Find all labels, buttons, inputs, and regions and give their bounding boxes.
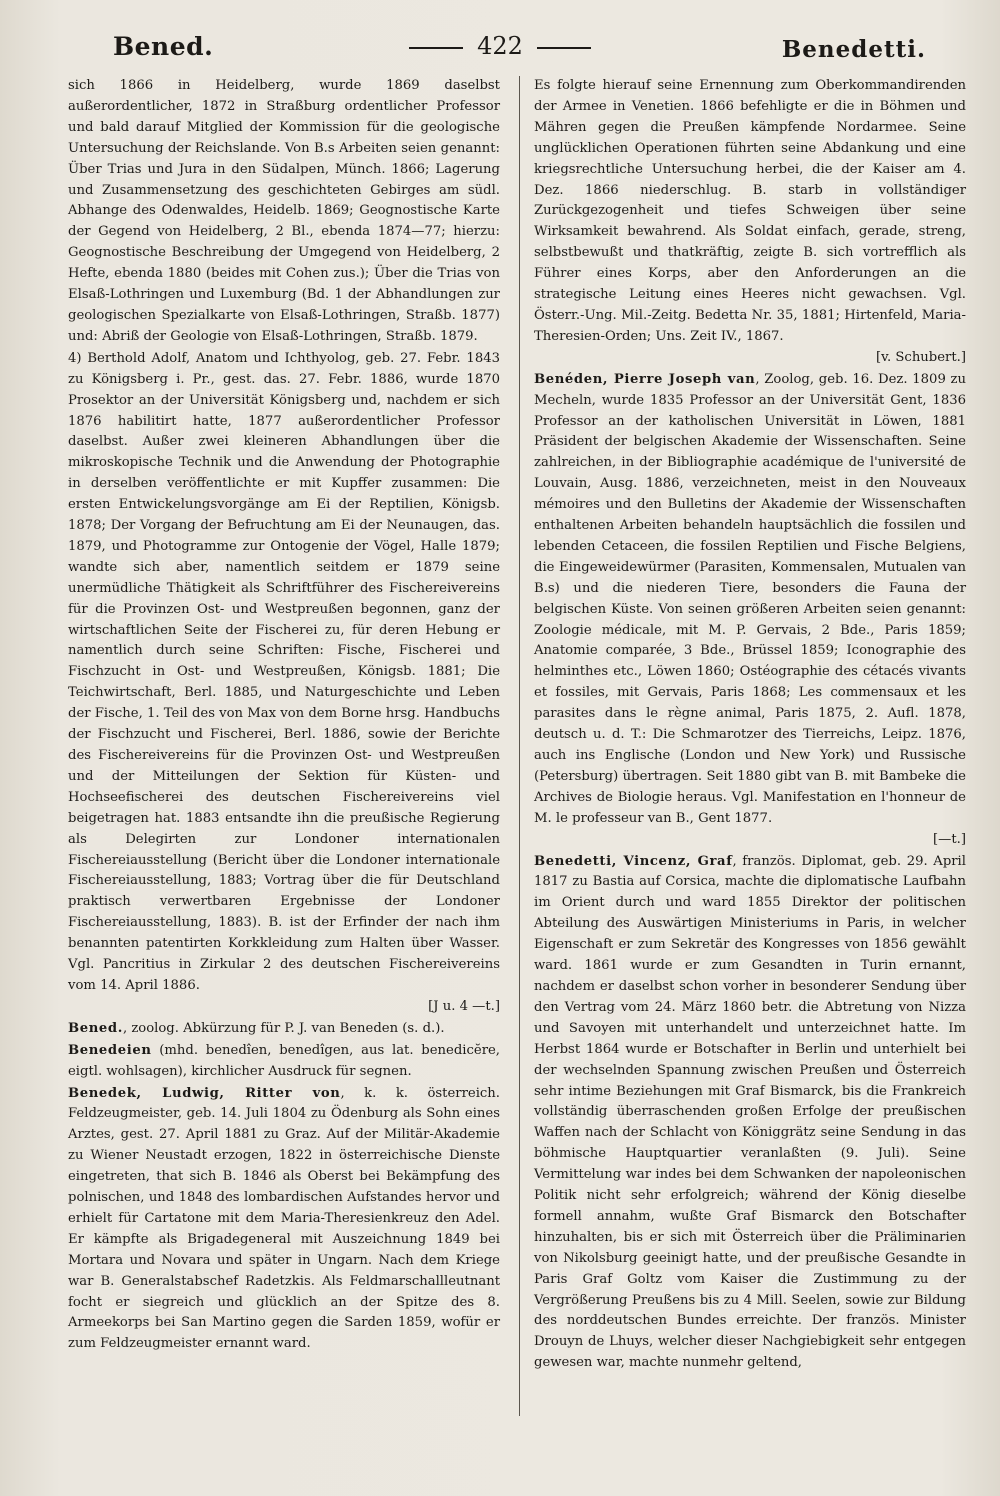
left-column (68, 76, 500, 1355)
header-left-keyword: Bened. (113, 32, 214, 61)
header-dash-left (409, 47, 463, 49)
entry-benedetti (534, 852, 966, 1375)
entry-text: , französ. Diplomat, geb. 29. April 1817 zu Bastia auf Corsica, machte die diplomatische Laufbahn im Orient durch und ward 1855 Direktor der politischen Abteilung des Auswärtigen Ministeriums in Paris, in welcher Eigenschaft er zum Sekretär des Kongresses von 1856 gewählt ward. 1861 wurde er zum Gesandten in Turin ernannt, nachdem er daselbst schon vorher in besonderer Sendung über den Vertrag vom 24. März 1860 betr. die Abtretung von Nizza und Savoyen mit unterhandelt und unterzeichnet hatte. Im Herbst 1864 wurde er Botschafter in Berlin und unterhielt bei der wechselnden Spannung zwischen Preußen und Österreich sehr intime Beziehungen mit Graf Bismarck, bis die Frankreich vollständig überraschenden großen Erfolge der preußischen Waffen nach der Schlacht von Königgrätz seine Sendung in das böhmische Hauptquartier veranlaßten (9. Juli). Seine Vermittelung war indes bei dem Schwanken der napoleonischen Politik nicht sehr erfolgreich; während der König dieselbe formell annahm, wußte Graf Bismarck den Botschafter hinzuhalten, bis er sich mit Österreich über die Präliminarien von Nikolsburg geeinigt hatte, und der preußische Gesandte in Paris Graf Goltz vom Kaiser die Zustimmung zu der Vergrößerung Preußens bis zu 4 Mill. Seelen, sowie zur Bildung des norddeutschen Bundes erreichte. Der französ. Minister Drouyn de Lhuys, welcher dieser Nachgiebigkeit sehr entgegen gewesen war, machte nunmehr geltend, (534, 853, 966, 1371)
entry-text: , k. k. österreich. Feldzeugmeister, geb. 14. Juli 1804 zu Ödenburg als Sohn eines Arztes, gest. 27. April 1881 zu Graz. Auf der Militär-Akademie zu Wiener Neustadt erzogen, 1822 in österreichische Dienste eingetreten, that sich B. 1846 als Oberst bei Bekämpfung des polnischen, und 1848 des lombardischen Aufstandes hervor und erhielt für Cartatone mit dem Maria-Theresienkreuz den Adel. Er kämpfte als Brigadegeneral mit Auszeichnung 1849 bei Mortara und Novara und später in Ungarn. Nach dem Kriege war B. Generalstabschef Radetzkis. Als Feldmarschallleutnant focht er siegreich und glücklich an der Spitze des 8. Armeekorps bei San Martino gegen die Sarden 1859, wofür er zum Feldzeugmeister ernannt ward. (68, 1085, 500, 1352)
author-signature: [—t.] (933, 831, 966, 847)
entry-text: 4) Berthold Adolf, Anatom und Ichthyolog, geb. 27. Febr. 1843 zu Königsberg i. Pr., gest. das. 27. Febr. 1886, wurde 1870 Prosektor an der Universität Königsberg und, nachdem er sich 1876 habilitirt hatte, 1877 außerordentlicher Professor daselbst. Außer zwei kleineren Abhandlungen über die mikroskopische Technik und die Anwendung der Photographie in derselben veröffentlichte er mit Kupffer zusammen: Die ersten Entwickelungsvorgänge am Ei der Reptilien, Königsb. 1878; Der Vorgang der Befruchtung am Ei der Neunaugen, das. 1879, und Photogramme zur Ontogenie der Vögel, Halle 1879; wandte sich aber, namentlich seitdem er 1879 seine unermüdliche Thätigkeit als Schriftführer des Fischereivereins für die Provinzen Ost- und Westpreußen begonnen, ganz der wirtschaftlichen Seite der Fischerei zu, für deren Hebung er namentlich durch seine Schriften: Fische, Fischerei und Fischzucht in Ost- und Westpreußen, Königsb. 1881; Die Teichwirtschaft, Berl. 1885, und Naturgeschichte und Leben der Fische, 1. Teil des von Max von dem Borne hrsg. Handbuchs der Fischzucht und Fischerei, Berl. 1886, sowie der Berichte des Fischereivereins für die Provinzen Ost- und Westpreußen und der Mitteilungen der Sektion für Küsten- und Hochseefischerei des deutschen Fischereivereins viel beigetragen hat. 1883 entsandte ihn die preußische Regierung als Delegirten zur Londoner internationalen Fischereiausstellung (Bericht über die Londoner internationale Fischereiausstellung, 1883; Vortrag über die für Deutschland praktisch verwertbaren Ergebnisse der Londoner Fischereiausstellung, 1883). B. ist der Erfinder der nach ihm benannten patentirten Korkkleidung zum Halten über Wasser. Vgl. Pancritius in Zirkular 2 des deutschen Fischereivereins vom 14. April 1886. (68, 350, 500, 993)
entry-lemma: Benedek, Ludwig, Ritter von (68, 1085, 341, 1101)
entry-lemma: Benedeien (68, 1042, 152, 1058)
header-dash-right (537, 47, 591, 49)
author-signature: [J u. 4 —t.] (428, 998, 500, 1014)
entry-continuation-benedek (534, 76, 966, 369)
right-column (534, 76, 966, 1374)
entry-lemma: Benéden, Pierre Joseph van (534, 371, 756, 387)
column-divider (519, 76, 520, 1416)
entry-text: , Zoolog, geb. 16. Dez. 1809 zu Mecheln, wurde 1835 Professor an der Universität Gent, 1836 Professor an der katholischen Universität in Löwen, 1881 Präsident der belgischen Akademie der Wissenschaften. Seine zahlreichen, in der Bibliographie académique de l'université de Louvain, Ausg. 1886, verzeichneten, meist in den Nouveaux mémoires und den Bulletins der Akademie der Wissenschaften enthaltenen Arbeiten behandeln hauptsächlich die fossilen und lebenden Cetaceen, die fossilen Reptilien und Fische Belgiens, die Eingeweidewürmer (Parasiten, Kommensalen, Mutualen van B.s) und die niederen Tiere, besonders die Fauna der belgischen Küste. Von seinen größeren Arbeiten seien genannt: Zoologie médicale, mit M. P. Gervais, 2 Bde., Paris 1859; Anatomie comparée, 3 Bde., Brüssel 1859; Iconographie des helminthes etc., Löwen 1860; Ostéographie des cétacés vivants et fossiles, mit Gervais, Paris 1868; Les commensaux et les parasites dans le règne animal, Paris 1875, 2. Aufl. 1878, deutsch u. d. T.: Die Schmarotzer des Tierreichs, Leipz. 1876, auch ins Englische (London und New York) und Russische (Petersburg) übertragen. Seit 1880 gibt van B. mit Bambeke die Archives de Biologie heraus. Vgl. Manifestation en l'honneur de M. le professeur van B., Gent 1877. (534, 371, 966, 826)
page-number: 422 (477, 32, 523, 60)
entry-benecke-4 (68, 349, 500, 1018)
header-right-keyword: Benedetti. (781, 36, 926, 63)
entry-lemma: Bened. (68, 1020, 123, 1036)
entry-continuation-benecke: sich 1866 in Heidelberg, wurde 1869 daselbst außerordentlicher, 1872 in Straßburg ordentlicher Professor und bald darauf Mitglied der Kommission für die geologische Untersuchung der Reichslande. Von B.s Arbeiten seien genannt: Über Trias und Jura in den Südalpen, Münch. 1866; Lagerung und Zusammensetzung des geschichteten Gebirges am südl. Abhange des Odenwaldes, Heidelb. 1869; Geognostische Karte der Gegend von Heidelberg, 2 Bl., ebenda 1874—77; hierzu: Geognostische Beschreibung der Umgegend von Heidelberg, 2 Hefte, ebenda 1880 (beides mit Cohen zus.); Über die Trias von Elsaß-Lothringen und Luxemburg (Bd. 1 der Abhandlungen zur geologischen Spezialkarte von Elsaß-Lothringen, Straßb. 1877) und: Abriß der Geologie von Elsaß-Lothringen, Straßb. 1879. (68, 78, 500, 344)
entry-benedeien (68, 1041, 500, 1083)
entry-text: (mhd. benedîen, benedîgen, aus lat. benedicĕre, eigtl. wohlsagen), kirchlicher Ausdruck für segnen. (68, 1042, 500, 1079)
entry-text: Es folgte hierauf seine Ernennung zum Oberkommandirenden der Armee in Venetien. 1866 befehligte er die in Böhmen und Mähren gegen die Preußen kämpfende Nordarmee. Seine unglücklichen Operationen führten seine Abdankung und eine kriegsrechtliche Untersuchung herbei, die der Kaiser am 4. Dez. 1866 niederschlug. B. starb in vollständiger Zurückgezogenheit und tiefes Schweigen über seine Wirksamkeit bewahrend. Als Soldat einfach, gerade, streng, selbstbewußt und thatkräftig, zeigte B. sich vortrefflich als Führer eines Korps, aber den Anforderungen an die strategische Leitung eines Heeres nicht gewachsen. Vgl. Österr.-Ung. Mil.-Zeitg. Bedetta Nr. 35, 1881; Hirtenfeld, Maria-Theresien-Orden; Uns. Zeit IV., 1867. (534, 78, 966, 344)
text-columns (68, 76, 968, 1421)
entry-text: , zoolog. Abkürzung für P. J. van Beneden (s. d.). (122, 1020, 445, 1036)
running-header (0, 22, 1000, 74)
entry-lemma: Benedetti, Vincenz, Graf (534, 853, 733, 869)
entry-bened (68, 1019, 500, 1040)
author-signature: [v. Schubert.] (875, 349, 966, 365)
entry-beneden (534, 370, 966, 851)
entry-benedek (68, 1084, 500, 1356)
